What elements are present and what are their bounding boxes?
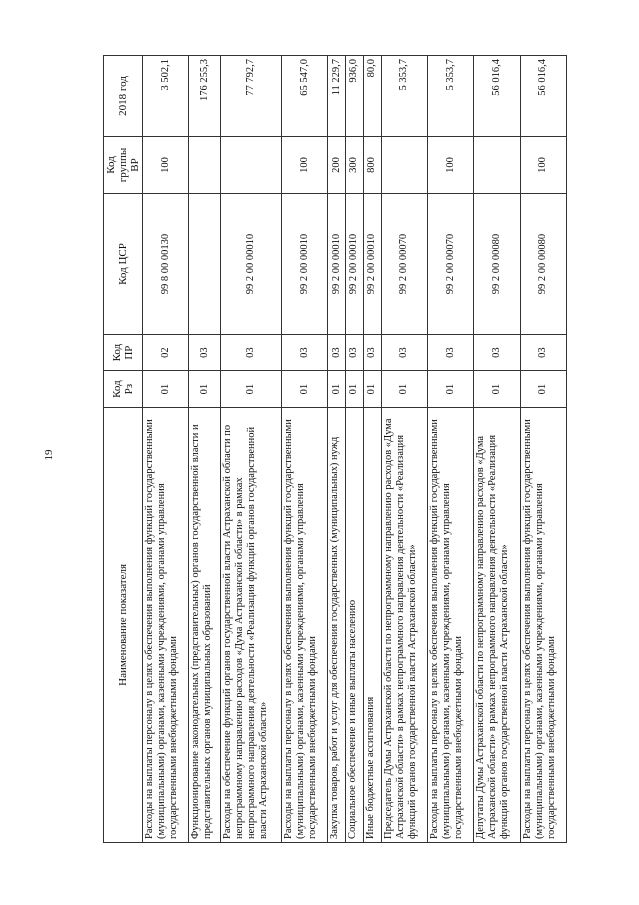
row-rz: 01 [221,371,282,407]
row-pr: 03 [474,334,520,370]
row-csr: 99 2 00 00010 [328,194,346,335]
row-value: 5 353,7 [428,56,474,137]
row-csr: 99 2 00 00010 [221,194,282,335]
row-name: Расходы на обеспечение функций органов государственной власти Астраханской области по непрограммному направлению расходов «Дума Астраханской области» в рамках непрограммного направления деятельности «Реализация функций органов государственной власти Астраханской области» [221,407,282,842]
row-vr: 800 [363,136,381,193]
row-value: 176 255,3 [189,56,221,137]
row-pr: 03 [221,334,282,370]
row-value: 77 792,7 [221,56,282,137]
row-vr: 300 [346,136,364,193]
row-name: Расходы на выплаты персоналу в целях обеспечения выполнения функций государственными (муниципальными) органами, казенными учреждениями, органами управления государственными внебюджетными фондами [428,407,474,842]
row-rz: 01 [281,371,327,407]
row-csr: 99 8 00 00130 [143,194,189,335]
table-row [328,56,346,843]
row-name: Депутаты Думы Астраханской области по непрограммному направлению расходов «Дума Астраханской области» в рамках непрограммного направления деятельности «Реализация функций органов государственной власти Астраханской области» [474,407,520,842]
row-pr: 03 [520,334,566,370]
header-rz: Код Рз [104,371,143,407]
row-rz: 01 [346,371,364,407]
row-value: 65 547,0 [281,56,327,137]
header-name: Наименование показателя [104,407,143,842]
row-vr [189,136,221,193]
row-rz: 01 [520,371,566,407]
table-row [281,56,327,843]
row-name: Социальное обеспечение и иные выплаты населению [346,407,364,842]
row-vr: 200 [328,136,346,193]
row-pr: 03 [189,334,221,370]
row-value: 5 353,7 [381,56,427,137]
row-csr: 99 2 00 00070 [381,194,427,335]
table-row [428,56,474,843]
row-csr: 99 2 00 00080 [474,194,520,335]
row-value: 56 016,4 [474,56,520,137]
row-rz: 01 [143,371,189,407]
table-row [520,56,566,843]
table-row [189,56,221,843]
row-csr: 99 2 00 00010 [346,194,364,335]
row-pr: 03 [363,334,381,370]
row-rz: 01 [474,371,520,407]
table-row [221,56,282,843]
row-value: 936,0 [346,56,364,137]
row-csr: 99 2 00 00010 [363,194,381,335]
row-rz: 01 [363,371,381,407]
header-csr: Код ЦСР [104,194,143,335]
table-row [381,56,427,843]
row-pr: 03 [428,334,474,370]
row-name: Расходы на выплаты персоналу в целях обеспечения выполнения функций государственными (муниципальными) органами, казенными учреждениями, органами управления государственными внебюджетными фондами [520,407,566,842]
row-vr [474,136,520,193]
row-csr: 99 2 00 00010 [281,194,327,335]
row-pr: 03 [328,334,346,370]
row-vr [221,136,282,193]
row-rz: 01 [428,371,474,407]
header-pr: Код ПР [104,334,143,370]
row-vr: 100 [428,136,474,193]
row-name: Иные бюджетные ассигнования [363,407,381,842]
row-name: Функционирование законодательных (представительных) органов государственной власти и представительных органов муниципальных образований [189,407,221,842]
row-name: Председатель Думы Астраханской области по непрограммному направлению расходов «Дума Астраханской области» в рамках непрограммного направления деятельности «Реализация функций органов государственной власти Астраханской области» [381,407,427,842]
row-vr [381,136,427,193]
row-value: 3 502,1 [143,56,189,137]
row-vr: 100 [520,136,566,193]
row-rz: 01 [189,371,221,407]
table-row [363,56,381,843]
row-csr: 99 2 00 00070 [428,194,474,335]
row-value: 56 016,4 [520,56,566,137]
table-row [143,56,189,843]
row-rz: 01 [381,371,427,407]
row-pr: 03 [346,334,364,370]
page-number: 19 [43,449,55,461]
row-name: Расходы на выплаты персоналу в целях обеспечения выполнения функций государственными (муниципальными) органами, казенными учреждениями, органами управления государственными внебюджетными фондами [281,407,327,842]
table-header-row [104,56,143,843]
table-row [474,56,520,843]
row-value: 80,0 [363,56,381,137]
header-year: 2018 год [104,56,143,137]
row-name: Закупка товаров, работ и услуг для обеспечения государственных (муниципальных) нужд [328,407,346,842]
budget-table-container [103,55,567,843]
row-csr [189,194,221,335]
row-pr: 03 [381,334,427,370]
row-vr: 100 [281,136,327,193]
table-row [346,56,364,843]
row-value: 11 229,7 [328,56,346,137]
row-vr: 100 [143,136,189,193]
budget-table [103,55,567,843]
row-csr: 99 2 00 00080 [520,194,566,335]
row-rz: 01 [328,371,346,407]
row-pr: 02 [143,334,189,370]
row-name: Расходы на выплаты персоналу в целях обеспечения выполнения функций государственными (муниципальными) органами, казенными учреждениями, органами управления государственными внебюджетными фондами [143,407,189,842]
row-pr: 03 [281,334,327,370]
header-vr: Код группы ВР [104,136,143,193]
